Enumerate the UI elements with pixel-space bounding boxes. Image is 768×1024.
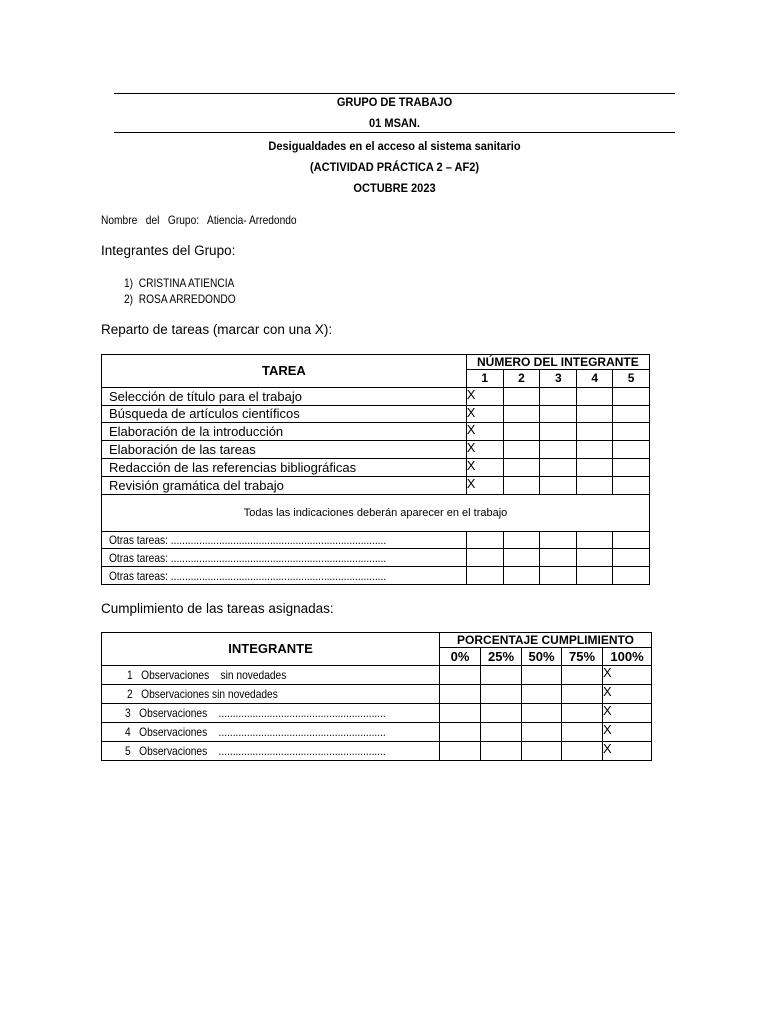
table-row <box>102 441 650 459</box>
compliance-mark-cell[interactable] <box>522 703 562 722</box>
task-mark-cell[interactable] <box>577 441 613 459</box>
task-mark-cell[interactable]: X <box>466 405 503 423</box>
percentage-label: 25% <box>481 648 522 666</box>
task-mark-cell[interactable] <box>540 549 577 567</box>
task-mark-cell[interactable] <box>466 567 503 585</box>
table-row <box>102 387 650 405</box>
task-label: Elaboración de la introducción <box>102 423 467 441</box>
task-mark-cell[interactable] <box>540 387 577 405</box>
task-mark-cell[interactable] <box>577 549 613 567</box>
task-mark-cell[interactable] <box>503 549 540 567</box>
task-mark-cell[interactable] <box>503 387 540 405</box>
col-member-header: INTEGRANTE <box>102 633 440 666</box>
members-title: Integrantes del Grupo: <box>101 243 236 258</box>
member-observation-label: 2 Observaciones sin novedades <box>127 686 278 701</box>
task-mark-cell[interactable] <box>540 441 577 459</box>
task-label: Selección de título para el trabajo <box>102 387 467 405</box>
table-row <box>102 476 650 494</box>
header-top-rule <box>114 93 675 94</box>
member-number: 4 <box>577 370 613 388</box>
task-mark-cell[interactable] <box>613 476 650 494</box>
table-row <box>102 665 652 684</box>
member-1: 1) CRISTINA ATIENCIA <box>124 276 235 290</box>
task-mark-cell[interactable] <box>540 405 577 423</box>
compliance-mark-cell[interactable] <box>522 684 562 703</box>
task-mark-cell[interactable]: X <box>466 387 503 405</box>
compliance-mark-cell[interactable] <box>522 722 562 741</box>
task-mark-cell[interactable] <box>540 423 577 441</box>
compliance-mark-cell[interactable] <box>481 722 522 741</box>
member-observation-label: 1 Observaciones sin novedades <box>127 667 287 682</box>
compliance-mark-cell[interactable] <box>481 741 522 760</box>
tasks-table <box>101 354 650 585</box>
table-row <box>102 703 652 722</box>
header-line-4: (ACTIVIDAD PRÁCTICA 2 – AF2) <box>309 160 480 174</box>
table-row <box>102 741 652 760</box>
compliance-mark-cell[interactable] <box>522 665 562 684</box>
compliance-mark-cell[interactable] <box>481 684 522 703</box>
member-observation <box>102 722 440 741</box>
table-row <box>102 549 650 567</box>
compliance-mark-cell[interactable]: X <box>603 684 652 703</box>
header-line-1: GRUPO DE TRABAJO <box>336 95 453 109</box>
task-mark-cell[interactable] <box>613 549 650 567</box>
compliance-mark-cell[interactable] <box>522 741 562 760</box>
task-mark-cell[interactable] <box>577 476 613 494</box>
other-task-label: Otras tareas: ............................................................................ <box>109 550 387 565</box>
header-line-5: OCTUBRE 2023 <box>353 181 436 195</box>
task-mark-cell[interactable] <box>613 531 650 549</box>
compliance-mark-cell[interactable] <box>440 665 481 684</box>
compliance-mark-cell[interactable] <box>562 665 603 684</box>
task-mark-cell[interactable] <box>503 567 540 585</box>
task-mark-cell[interactable] <box>503 531 540 549</box>
header-line-3: Desigualdades en el acceso al sistema sanitario <box>268 139 521 153</box>
table-row <box>102 684 652 703</box>
task-mark-cell[interactable] <box>613 441 650 459</box>
task-mark-cell[interactable] <box>613 405 650 423</box>
other-task-field[interactable] <box>102 549 467 567</box>
table-row <box>102 567 650 585</box>
compliance-mark-cell[interactable] <box>481 665 522 684</box>
compliance-mark-cell[interactable] <box>440 703 481 722</box>
col-task-header: TAREA <box>102 355 467 388</box>
task-mark-cell[interactable] <box>540 458 577 476</box>
col-percentage-header: PORCENTAJE CUMPLIMIENTO <box>440 633 652 648</box>
percentage-label: 0% <box>440 648 481 666</box>
member-observation <box>102 741 440 760</box>
compliance-mark-cell[interactable] <box>481 703 522 722</box>
task-mark-cell[interactable] <box>503 423 540 441</box>
header-mid-rule <box>114 132 675 133</box>
table-row <box>102 722 652 741</box>
compliance-mark-cell[interactable] <box>562 703 603 722</box>
table-row <box>102 458 650 476</box>
table-row <box>102 423 650 441</box>
compliance-mark-cell[interactable] <box>562 741 603 760</box>
task-mark-cell[interactable]: X <box>466 476 503 494</box>
member-observation <box>102 703 440 722</box>
other-task-field[interactable] <box>102 531 467 549</box>
other-task-label: Otras tareas: ............................................................................ <box>109 532 387 547</box>
member-number: 1 <box>466 370 503 388</box>
task-mark-cell[interactable] <box>613 423 650 441</box>
task-mark-cell[interactable] <box>577 423 613 441</box>
compliance-mark-cell[interactable] <box>440 741 481 760</box>
col-member-number-header: NÚMERO DEL INTEGRANTE <box>466 355 649 370</box>
task-label: Búsqueda de artículos científicos <box>102 405 467 423</box>
member-observation <box>102 665 440 684</box>
task-mark-cell[interactable] <box>577 387 613 405</box>
task-label: Redacción de las referencias bibliográficas <box>102 458 467 476</box>
group-name: Nombre del Grupo: Atiencia- Arredondo <box>101 213 297 227</box>
task-mark-cell[interactable] <box>577 458 613 476</box>
task-mark-cell[interactable] <box>503 441 540 459</box>
other-task-label: Otras tareas: ............................................................................ <box>109 568 387 583</box>
other-task-field[interactable] <box>102 567 467 585</box>
task-mark-cell[interactable] <box>613 458 650 476</box>
tasks-intro: Reparto de tareas (marcar con una X): <box>101 322 333 337</box>
task-mark-cell[interactable] <box>577 405 613 423</box>
task-mark-cell[interactable] <box>503 458 540 476</box>
compliance-table <box>101 632 652 761</box>
compliance-mark-cell[interactable]: X <box>603 703 652 722</box>
compliance-mark-cell[interactable]: X <box>603 741 652 760</box>
header-line-2: 01 MSAN. <box>369 116 420 130</box>
tasks-note: Todas las indicaciones deberán aparecer en el trabajo <box>102 494 650 531</box>
member-number: 5 <box>613 370 650 388</box>
compliance-mark-cell[interactable] <box>440 722 481 741</box>
member-observation-label: 4 Observaciones ........................................................... <box>125 724 386 739</box>
member-observation-label: 5 Observaciones ........................................................... <box>125 743 386 758</box>
member-number: 2 <box>503 370 540 388</box>
member-observation-label: 3 Observaciones ........................................................... <box>125 705 386 720</box>
member-observation <box>102 684 440 703</box>
member-2: 2) ROSA ARREDONDO <box>124 292 236 306</box>
task-mark-cell[interactable] <box>577 567 613 585</box>
compliance-mark-cell[interactable]: X <box>603 665 652 684</box>
task-mark-cell[interactable] <box>466 531 503 549</box>
percentage-label: 75% <box>562 648 603 666</box>
task-mark-cell[interactable] <box>503 405 540 423</box>
task-mark-cell[interactable]: X <box>466 458 503 476</box>
percentage-label: 50% <box>522 648 562 666</box>
task-mark-cell[interactable] <box>540 476 577 494</box>
task-mark-cell[interactable] <box>503 476 540 494</box>
compliance-mark-cell[interactable]: X <box>603 722 652 741</box>
table-row <box>102 531 650 549</box>
member-number: 3 <box>540 370 577 388</box>
percentage-label: 100% <box>603 648 652 666</box>
table-row <box>102 405 650 423</box>
task-mark-cell[interactable] <box>466 549 503 567</box>
task-label: Revisión gramática del trabajo <box>102 476 467 494</box>
task-label: Elaboración de las tareas <box>102 441 467 459</box>
task-mark-cell[interactable] <box>540 567 577 585</box>
task-mark-cell[interactable] <box>577 531 613 549</box>
compliance-mark-cell[interactable] <box>440 684 481 703</box>
task-mark-cell[interactable] <box>613 567 650 585</box>
task-mark-cell[interactable]: X <box>466 423 503 441</box>
task-mark-cell[interactable] <box>540 531 577 549</box>
task-mark-cell[interactable]: X <box>466 441 503 459</box>
compliance-mark-cell[interactable] <box>562 722 603 741</box>
compliance-intro: Cumplimiento de las tareas asignadas: <box>101 601 334 616</box>
task-mark-cell[interactable] <box>613 387 650 405</box>
compliance-mark-cell[interactable] <box>562 684 603 703</box>
